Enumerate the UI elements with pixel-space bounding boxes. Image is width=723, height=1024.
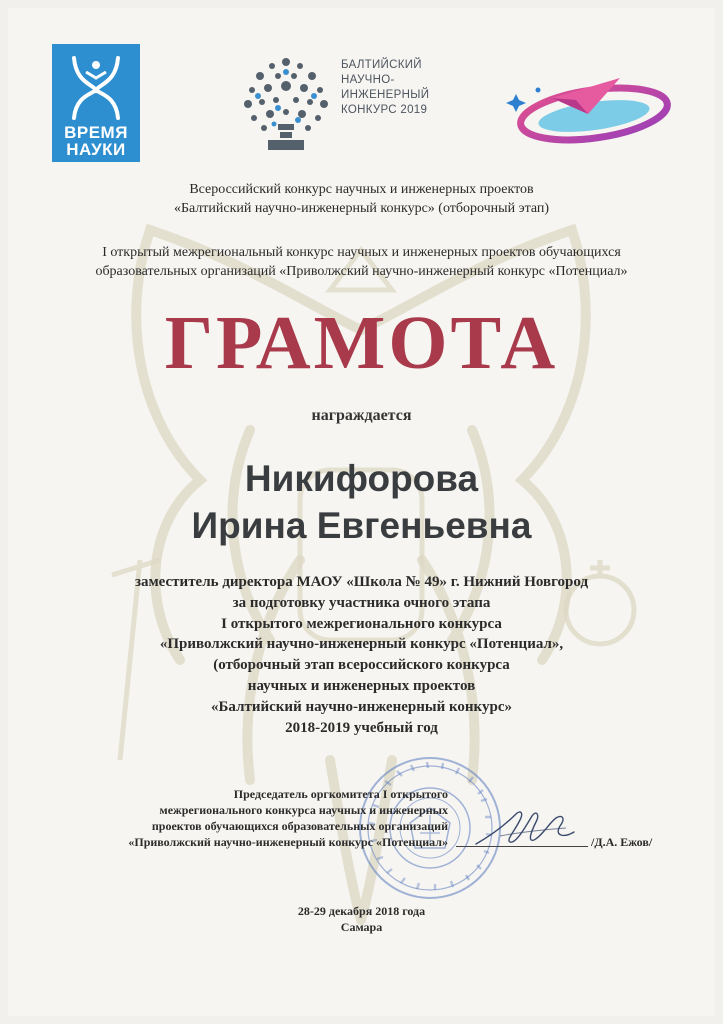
- logo-text-line: НАУЧНО-: [341, 74, 395, 86]
- reason-line: за подготовку участника очного этапа: [232, 594, 491, 611]
- chair-line: «Приволжский научно-инженерный конкурс «Потенциал»: [128, 835, 448, 849]
- baltic-contest-logo-text: [341, 58, 461, 118]
- header-contest-block: [0, 180, 723, 218]
- logo-text-line: КОНКУРС 2019: [341, 104, 428, 116]
- header-line: I открытый межрегиональный конкурс научных и инженерных проектов обучающихся: [102, 245, 621, 260]
- chair-line: проектов обучающихся образовательных организаций: [151, 819, 448, 833]
- certificate-title: ГРАМОТА: [164, 301, 559, 385]
- reason-line: I открытого межрегионального конкурса: [221, 615, 502, 632]
- logo-word-2: НАУКИ: [66, 140, 126, 159]
- chair-line: Председатель оргкомитета I открытого: [233, 787, 448, 801]
- signer-name: /Д.А. Ежов/: [591, 835, 653, 849]
- award-reason: [0, 572, 723, 738]
- potential-rocket-logo-icon: [502, 70, 672, 144]
- header-line: «Балтийский научно-инженерный конкурс» (отборочный этап): [173, 201, 550, 216]
- header-line: Всероссийский конкурс научных и инженерных проектов: [189, 182, 534, 197]
- baltic-contest-logo-icon: [238, 52, 334, 154]
- recipient-name: [0, 455, 723, 549]
- chair-line: межрегионального конкурса научных и инженерных: [159, 803, 448, 817]
- footer-city: Самара: [340, 920, 383, 934]
- reason-line: «Балтийский научно-инженерный конкурс»: [211, 698, 512, 715]
- reason-line: 2018-2019 учебный год: [285, 719, 438, 736]
- header-line: образовательных организаций «Приволжский научно-инженерный конкурс «Потенциал»: [95, 264, 628, 279]
- reason-line: заместитель директора МАОУ «Школа № 49» г. Нижний Новгород: [134, 574, 589, 590]
- recipient-given-names: Ирина Евгеньевна: [191, 505, 532, 546]
- footer-date-place: [0, 903, 723, 935]
- reason-line: (отборочный этап всероссийского конкурса: [213, 657, 510, 674]
- reason-line: «Приволжский научно-инженерный конкурс «Потенциал»,: [159, 636, 564, 653]
- recipient-surname: Никифорова: [244, 458, 479, 499]
- footer-date: 28-29 декабря 2018 года: [297, 904, 426, 918]
- logo-text-line: ИНЖЕНЕРНЫЙ: [341, 89, 430, 101]
- header-regional-block: [0, 243, 723, 281]
- logo-word-1: ВРЕМЯ: [64, 123, 128, 142]
- committee-chair-title: [30, 786, 448, 850]
- vremya-nauki-logo: [52, 44, 140, 162]
- awarded-label: награждается: [311, 407, 412, 424]
- hourglass-figure-icon: [66, 52, 126, 122]
- handwritten-signature: [470, 806, 580, 852]
- logo-text-line: БАЛТИЙСКИЙ: [341, 59, 422, 71]
- reason-line: научных и инженерных проектов: [247, 677, 476, 694]
